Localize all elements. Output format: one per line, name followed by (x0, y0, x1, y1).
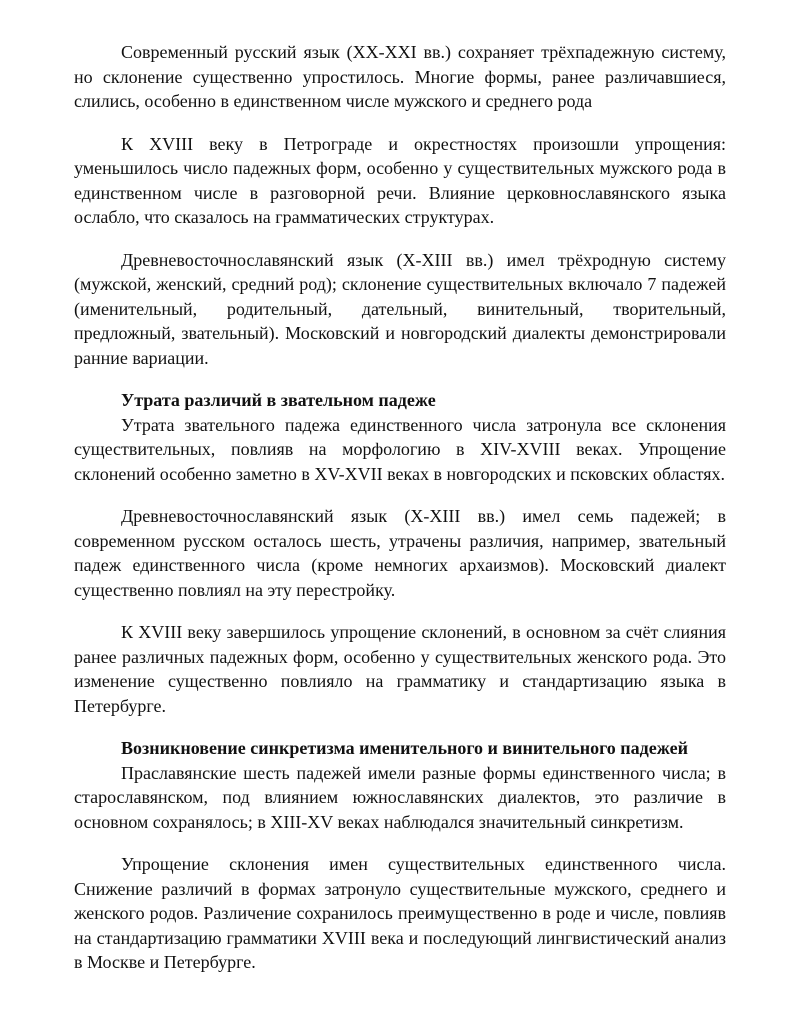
section-heading-syncretism: Возникновение синкретизма именительного и винительного падежей (121, 738, 688, 758)
paragraph-intro-3: Древневосточнославянский язык (X-XIII вв.) имел трёхродную систему (мужской, женский, средний род); склонение существительных включало 7 падежей (именительный, родительный, дательный, винительный, творительный, предложный, звательный). Московский и новгородский диалекты демонстрировали ранние вариации. (74, 249, 726, 368)
paragraph-section1-2: Древневосточнославянский язык (X-XIII вв.) имел семь падежей; в современном русском осталось шесть, утрачены различия, например, звательный падеж единственного числа (кроме немногих архаизмов). Московский диалект существенно повлиял на эту перестройку. (74, 506, 726, 600)
document-page (74, 40, 726, 993)
paragraph-section2-1: Праславянские шесть падежей имели разные формы единственного числа; в старославянском, под влиянием южнославянских диалектов, это различие в основном сохранялось; в XIII-XV веках наблюдался значительный синкретизм. (74, 762, 726, 832)
paragraph-section1-1: Утрата звательного падежа единственного числа затронула все склонения существительных, повлияв на морфологию в XIV-XVIII веках. Упрощение склонений особенно заметно в XV-XVII веках в новгородских и псковских областях. (74, 414, 726, 484)
paragraph-section2-2: Упрощение склонения имен существительных единственного числа. Снижение различий в формах затронуло существительные мужского, среднего и женского родов. Различение сохранилось преимущественно в роде и числе, повлияв на стандартизацию грамматики XVIII века и последующий лингвистический анализ в Москве и Петербурге. (74, 854, 726, 972)
section-heading-vocative: Утрата различий в звательном падеже (121, 390, 436, 410)
paragraph-intro-1: Современный русский язык (XX-XXI вв.) сохраняет трёхпадежную систему, но склонение существенно упростилось. Многие формы, ранее различавшиеся, слились, особенно в единственном числе мужского и среднего рода (74, 42, 726, 111)
paragraph-intro-2: К XVIII веку в Петрограде и окрестностях произошли упрощения: уменьшилось число падежных форм, особенно у существительных мужского рода в единственном числе в разговорной речи. Влияние церковнославянского языка ослабло, что сказалось на грамматических структурах. (74, 133, 726, 227)
paragraph-section1-3: К XVIII веку завершилось упрощение склонений, в основном за счёт слияния ранее различных падежных форм, особенно у существительных женского рода. Это изменение существенно повлияло на грамматику и стандартизацию языка в Петербурге. (74, 622, 726, 716)
